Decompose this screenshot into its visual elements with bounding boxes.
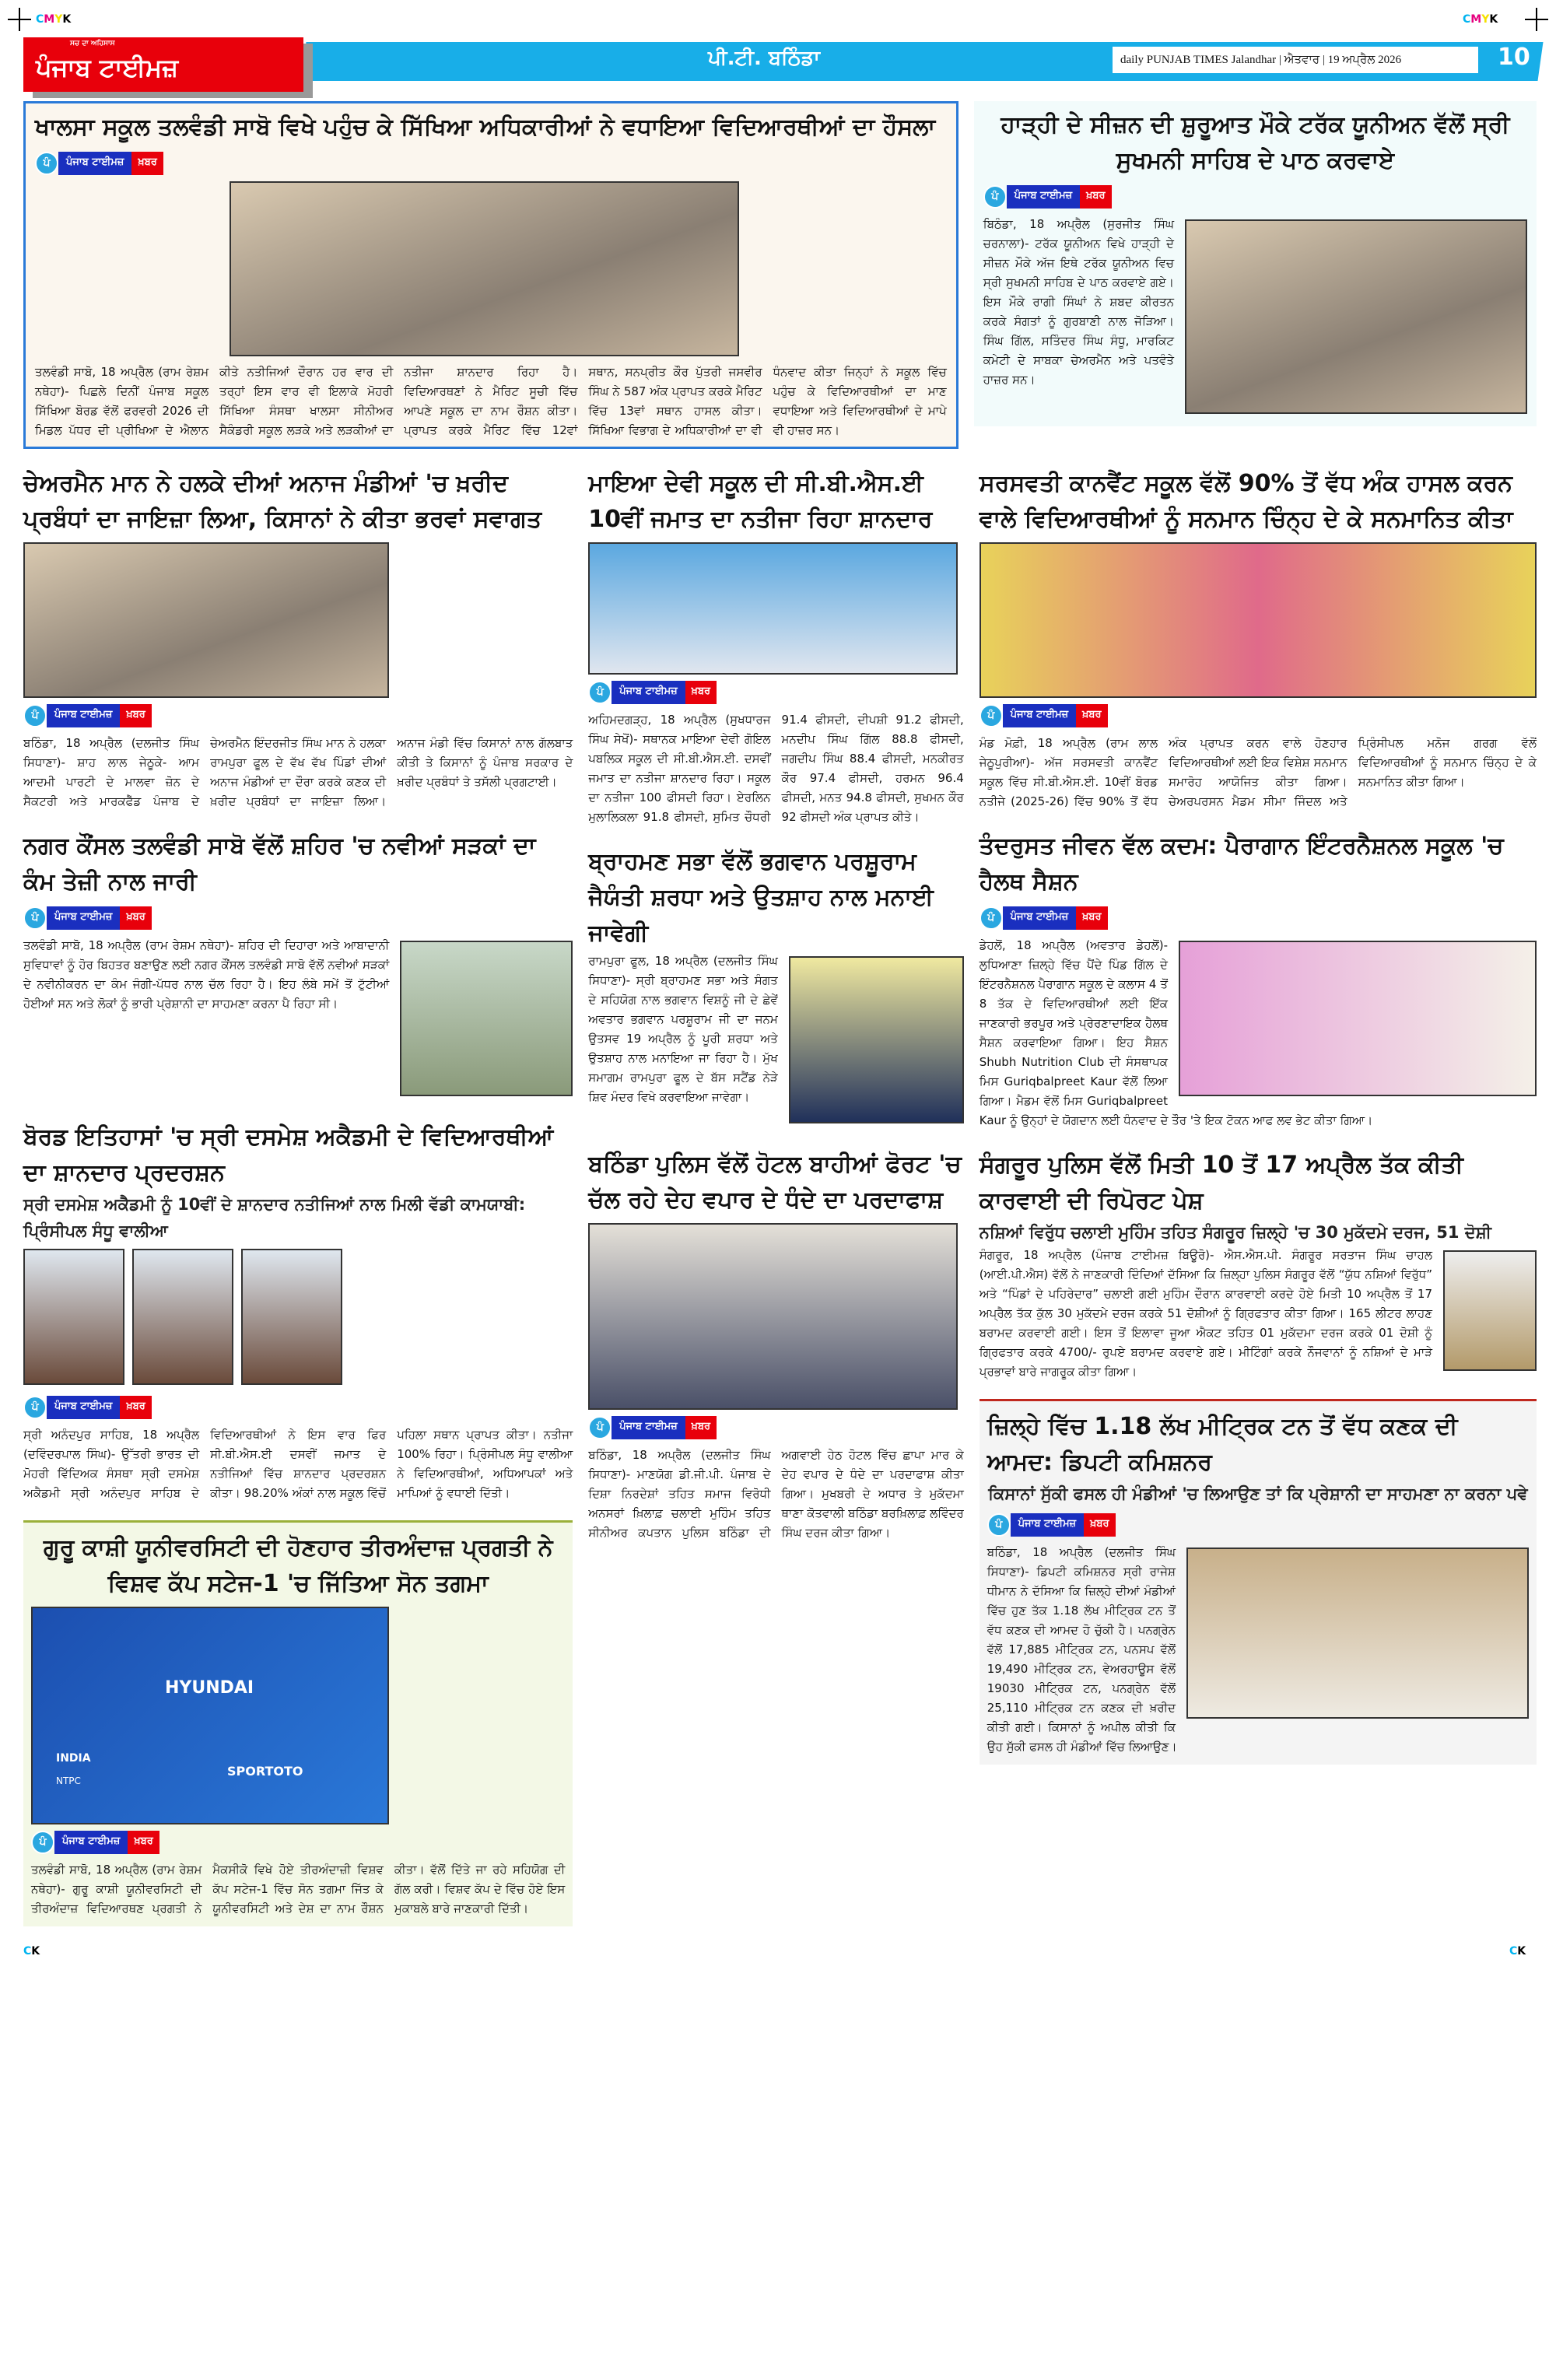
cmyk-mark: CMYK xyxy=(36,13,72,26)
article-health-session xyxy=(980,829,1537,1130)
photo-sponsor-text: HYUNDAI xyxy=(165,1678,254,1698)
article-dashmesh-academy xyxy=(23,1120,573,1503)
cmyk-mark: CMYK xyxy=(1463,13,1498,26)
publisher-badge: ਪੰ ਪੰਜਾਬ ਟਾਈਮਜ਼ ਖ਼ਬਰ xyxy=(23,704,152,727)
article-body: ਤਲਵੰਡੀ ਸਾਬੋ, 18 ਅਪ੍ਰੈਲ (ਰਾਮ ਰੇਸ਼ਮ ਨਥੇਹਾ)- ਸ਼ਹਿਰ ਦੀ ਦਿਹਾਰਾ ਅਤੇ ਆਬਾਦਾਨੀ ਸੁਵਿਧਾਵਾਂ ਨੂੰ ਹੋਰ ਬਿਹਤਰ ਬਣਾਉਣ ਲਈ ਨਗਰ ਕੌਂਸਲ ਤਲਵੰਡੀ ਸਾਬੋ ਵੱਲੋਂ ਨਵੀਆਂ ਸੜਕਾਂ ਦੇ ਨਵੀਨੀਕਰਨ ਦਾ ਕੰਮ ਜੰਗੀ-ਪੱਧਰ ਨਾਲ ਚੱਲ ਰਿਹਾ ਹੈ। ਇਹ ਲੰਬੇ ਸਮੇਂ ਤੋਂ ਟੁੱਟੀਆਂ ਹੋਈਆਂ ਸਨ ਅਤੇ ਲੋਕਾਂ ਨੂੰ ਭਾਰੀ ਪ੍ਰੇਸ਼ਾਨੀ ਦਾ ਸਾਹਮਣਾ ਕਰਨਾ ਪੈ ਰਿਹਾ ਸੀ। xyxy=(23,938,390,1011)
publisher-badge: ਪੰ ਪੰਜਾਬ ਟਾਈਮਜ਼ ਖ਼ਬਰ xyxy=(23,1396,152,1419)
article-mandi-review xyxy=(23,466,573,811)
photo-officials-with-students xyxy=(230,181,739,356)
cmyk-mark: CK xyxy=(1509,1945,1526,1958)
photo-road-work xyxy=(400,941,573,1096)
logo-icon: ਪੰ xyxy=(980,704,1003,727)
photo-jersey-text: NTPC xyxy=(56,1775,81,1786)
publisher-badge: ਪੰ ਪੰਜਾਬ ਟਾਈਮਜ਼ ਖ਼ਬਰ xyxy=(980,906,1108,930)
student-photo xyxy=(23,1249,124,1385)
photo-ssp xyxy=(1443,1250,1537,1371)
article-body: ਮੰਡ ਮੋਫ਼ੀ, 18 ਅਪ੍ਰੈਲ (ਰਾਮ ਲਾਲ ਜੇਠੂਪੁਰੀਆ)- ਅੱਜ ਸਰਸਵਤੀ ਕਾਨਵੈਂਟ ਸਕੂਲ ਵਿੱਚ ਸੀ.ਬੀ.ਐਸ.ਈ. 10ਵੀਂ ਬੋਰਡ ਨਤੀਜੇ (2025-26) ਵਿੱਚ 90% ਤੋਂ ਵੱਧ ਅੰਕ ਪ੍ਰਾਪਤ ਕਰਨ ਵਾਲੇ ਹੋਣਹਾਰ ਵਿਦਿਆਰਥੀਆਂ ਲਈ ਇਕ ਵਿਸ਼ੇਸ਼ ਸਨਮਾਨ ਸਮਾਰੋਹ ਆਯੋਜਿਤ ਕੀਤਾ ਗਿਆ। ਚੇਅਰਪਰਸਨ ਮੈਡਮ ਸੀਮਾ ਜਿੰਦਲ ਅਤੇ ਪ੍ਰਿੰਸੀਪਲ ਮਨੋਜ ਗਰਗ ਵੱਲੋਂ ਵਿਦਿਆਰਥੀਆਂ ਨੂੰ ਸਨਮਾਨ ਚਿੰਨ੍ਹ ਦੇ ਕੇ ਸਨਮਾਨਿਤ ਕੀਤਾ ਗਿਆ। xyxy=(979,736,1537,808)
logo-tagline: ਸਚ ਦਾ ਅਹਿਸਾਸ xyxy=(70,40,115,47)
logo-icon: ਪੰ xyxy=(980,906,1003,930)
article-sangrur-police xyxy=(980,1148,1537,1382)
logo-icon: ਪੰ xyxy=(23,1396,47,1419)
logo-icon: ਪੰ xyxy=(23,906,47,930)
photo-path-ceremony xyxy=(1185,219,1527,414)
article-guru-kashi-archer xyxy=(23,1520,573,1926)
edition-title: ਪੀ.ਟੀ. ਬਠਿੰਡਾ xyxy=(708,47,820,70)
publisher-badge: ਪੰ ਪੰਜਾਬ ਟਾਈਮਜ਼ ਖ਼ਬਰ xyxy=(983,185,1112,209)
photo-grain-market xyxy=(1186,1548,1529,1719)
logo-icon: ਪੰ xyxy=(23,704,47,727)
article-body: ਤਲਵੰਡੀ ਸਾਬੋ, 18 ਅਪ੍ਰੈਲ (ਰਾਮ ਰੇਸ਼ਮ ਨਥੇਹਾ)- ਗੁਰੂ ਕਾਸ਼ੀ ਯੂਨੀਵਰਸਿਟੀ ਦੀ ਤੀਰਅੰਦਾਜ਼ ਵਿਦਿਆਰਥਣ ਪ੍ਰਗਤੀ ਨੇ ਮੈਕਸੀਕੋ ਵਿਖੇ ਹੋਏ ਤੀਰਅੰਦਾਜ਼ੀ ਵਿਸ਼ਵ ਕੱਪ ਸਟੇਜ-1 ਵਿੱਚ ਸੋਨ ਤਗਮਾ ਜਿੱਤ ਕੇ ਯੂਨੀਵਰਸਿਟੀ ਅਤੇ ਦੇਸ਼ ਦਾ ਨਾਮ ਰੌਸ਼ਨ ਕੀਤਾ। ਵੱਲੋਂ ਦਿੱਤੇ ਜਾ ਰਹੇ ਸਹਿਯੋਗ ਦੀ ਗੱਲ ਕਰੀ। ਵਿਸ਼ਵ ਕੱਪ ਦੇ ਵਿੱਚ ਹੋਏ ਇਸ ਮੁਕਾਬਲੇ ਬਾਰੇ ਜਾਣਕਾਰੀ ਦਿੱਤੀ। xyxy=(31,1863,566,1916)
student-photo xyxy=(132,1249,233,1385)
headline: ਚੇਅਰਮੈਨ ਮਾਨ ਨੇ ਹਲਕੇ ਦੀਆਂ ਅਨਾਜ ਮੰਡੀਆਂ 'ਚ ਖ਼ਰੀਦ ਪ੍ਰਬੰਧਾਂ ਦਾ ਜਾਇਜ਼ਾ ਲਿਆ, ਕਿਸਾਨਾਂ ਨੇ ਕੀਤਾ ਭਰਵਾਂ ਸਵਾਗਤ xyxy=(23,470,542,533)
article-truck-union xyxy=(974,101,1537,426)
article-body: ਬਠਿੰਡਾ, 18 ਅਪ੍ਰੈਲ (ਦਲਜੀਤ ਸਿੰਘ ਸਿਧਾਣਾ)- ਮਾਣਯੋਗ ਡੀ.ਜੀ.ਪੀ. ਪੰਜਾਬ ਦੇ ਦਿਸ਼ਾ ਨਿਰਦੇਸ਼ਾਂ ਤਹਿਤ ਸਮਾਜ ਵਿਰੋਧੀ ਅਨਸਰਾਂ ਖ਼ਿਲਾਫ਼ ਚਲਾਈ ਮੁਹਿੰਮ ਤਹਿਤ ਸੀਨੀਅਰ ਕਪਤਾਨ ਪੁਲਿਸ ਬਠਿੰਡਾ ਦੀ ਅਗਵਾਈ ਹੇਠ ਹੋਟਲ ਵਿੱਚ ਛਾਪਾ ਮਾਰ ਕੇ ਦੇਹ ਵਪਾਰ ਦੇ ਧੰਦੇ ਦਾ ਪਰਦਾਫਾਸ਼ ਕੀਤਾ ਗਿਆ। ਮੁਖਬਰੀ ਦੇ ਅਧਾਰ ਤੇ ਮੁਕੱਦਮਾ ਥਾਣਾ ਕੋਤਵਾਲੀ ਬਠਿੰਡਾ ਬਰਖ਼ਿਲਾਫ਼ ਲਵਿੰਦਰ ਸਿੰਘ ਦਰਜ ਕੀਤਾ ਗਿਆ। xyxy=(588,1448,964,1540)
headline: ਬਠਿੰਡਾ ਪੁਲਿਸ ਵੱਲੋਂ ਹੋਟਲ ਬਾਹੀਆਂ ਫੋਰਟ 'ਚ ਚੱਲ ਰਹੇ ਦੇਹ ਵਪਾਰ ਦੇ ਧੰਦੇ ਦਾ ਪਰਦਾਫਾਸ਼ xyxy=(588,1151,962,1214)
headline: ਬੋਰਡ ਇਤਿਹਾਸਾਂ 'ਚ ਸ੍ਰੀ ਦਸਮੇਸ਼ ਅਕੈਡਮੀ ਦੇ ਵਿਦਿਆਰਥੀਆਂ ਦਾ ਸ਼ਾਨਦਾਰ ਪ੍ਰਦਰਸ਼ਨ xyxy=(23,1123,554,1186)
headline: ਮਾਇਆ ਦੇਵੀ ਸਕੂਲ ਦੀ ਸੀ.ਬੀ.ਐਸ.ਈ 10ਵੀਂ ਜਮਾਤ ਦਾ ਨਤੀਜਾ ਰਿਹਾ ਸ਼ਾਨਦਾਰ xyxy=(588,470,933,533)
article-cbse-result xyxy=(588,466,963,827)
logo-text: ਪੰਜਾਬ ਟਾਈਮਜ਼ xyxy=(36,53,179,82)
photo-arrested-accused xyxy=(588,1223,958,1410)
dateline: daily PUNJAB TIMES Jalandhar | ਐਤਵਾਰ | 19 ਅਪ੍ਰੈਲ 2026 xyxy=(1113,47,1478,73)
headline: ਹਾੜ੍ਹੀ ਦੇ ਸੀਜ਼ਨ ਦੀ ਸ਼ੁਰੂਆਤ ਮੌਕੇ ਟਰੱਕ ਯੂਨੀਅਨ ਵੱਲੋਂ ਸ੍ਰੀ ਸੁਖਮਨੀ ਸਾਹਿਬ ਦੇ ਪਾਠ ਕਰਵਾਏ xyxy=(1001,111,1510,174)
article-body: ਤਲਵੰਡੀ ਸਾਬੋ, 18 ਅਪ੍ਰੈਲ (ਰਾਮ ਰੇਸ਼ਮ ਨਥੇਹਾ)- ਪਿਛਲੇ ਦਿਨੀਂ ਪੰਜਾਬ ਸਕੂਲ ਸਿੱਖਿਆ ਬੋਰਡ ਵੱਲੋਂ ਫਰਵਰੀ 2026 ਦੀ ਮਿਡਲ ਪੱਧਰ ਦੀ ਪ੍ਰੀਖਿਆ ਦੇ ਐਲਾਨ ਕੀਤੇ ਨਤੀਜਿਆਂ ਦੌਰਾਨ ਹਰ ਵਾਰ ਦੀ ਤਰ੍ਹਾਂ ਇਸ ਵਾਰ ਵੀ ਇਲਾਕੇ ਮੋਹਰੀ ਸਿੱਖਿਆ ਸੰਸਥਾ ਖਾਲਸਾ ਸੀਨੀਅਰ ਸੈਕੰਡਰੀ ਸਕੂਲ ਲੜਕੇ ਅਤੇ ਲੜਕੀਆਂ ਦਾ ਨਤੀਜਾ ਸ਼ਾਨਦਾਰ ਰਿਹਾ ਹੈ। ਵਿਦਿਆਰਥਣਾਂ ਨੇ ਮੈਰਿਟ ਸੂਚੀ ਵਿੱਚ ਆਪਣੇ ਸਕੂਲ ਦਾ ਨਾਮ ਰੌਸ਼ਨ ਕੀਤਾ। ਪ੍ਰਾਪਤ ਕਰਕੇ ਮੈਰਿਟ ਵਿੱਚ 12ਵਾਂ ਸਥਾਨ, ਸਨਪ੍ਰੀਤ ਕੌਰ ਪੁੱਤਰੀ ਜਸਵੀਰ ਸਿੰਘ ਨੇ 587 ਅੰਕ ਪ੍ਰਾਪਤ ਕਰਕੇ ਮੈਰਿਟ ਵਿੱਚ 13ਵਾਂ ਸਥਾਨ ਹਾਸਲ ਕੀਤਾ। ਸਿੱਖਿਆ ਵਿਭਾਗ ਦੇ ਅਧਿਕਾਰੀਆਂ ਦਾ ਵੀ ਧੰਨਵਾਦ ਕੀਤਾ ਜਿਨ੍ਹਾਂ ਨੇ ਸਕੂਲ ਵਿੱਚ ਪਹੁੰਚ ਕੇ ਵਿਦਿਆਰਥੀਆਂ ਦਾ ਮਾਣ ਵਧਾਇਆ ਅਤੇ ਵਿਦਿਆਰਥੀਆਂ ਦੇ ਮਾਪੇ ਵੀ ਹਾਜ਼ਰ ਸਨ। xyxy=(35,365,947,437)
logo-icon: ਪੰ xyxy=(588,681,612,704)
photo-chairman-welcome xyxy=(23,542,389,698)
article-body: ਬਠਿੰਡਾ, 18 ਅਪ੍ਰੈਲ (ਦਲਜੀਤ ਸਿੰਘ ਸਿਧਾਣਾ)- ਸ਼ਾਹ ਲਾਲ ਜੇਠੂਕੇ- ਆਮ ਆਦਮੀ ਪਾਰਟੀ ਦੇ ਮਾਲਵਾ ਜ਼ੋਨ ਦੇ ਸੈਕਟਰੀ ਅਤੇ ਮਾਰਕਫੈੱਡ ਪੰਜਾਬ ਦੇ ਚੇਅਰਮੈਨ ਇੰਦਰਜੀਤ ਸਿੰਘ ਮਾਨ ਨੇ ਹਲਕਾ ਰਾਮਪੁਰਾ ਫੂਲ ਦੇ ਵੱਖ ਵੱਖ ਪਿੰਡਾਂ ਦੀਆਂ ਅਨਾਜ ਮੰਡੀਆਂ ਦਾ ਦੌਰਾ ਕਰਕੇ ਕਣਕ ਦੀ ਖ਼ਰੀਦ ਪ੍ਰਬੰਧਾਂ ਦਾ ਜਾਇਜ਼ਾ ਲਿਆ। ਅਨਾਜ ਮੰਡੀ ਵਿੱਚ ਕਿਸਾਨਾਂ ਨਾਲ ਗੱਲਬਾਤ ਕੀਤੀ ਤੇ ਕਿਸਾਨਾਂ ਨੂੰ ਪੰਜਾਬ ਸਰਕਾਰ ਦੇ ਖ਼ਰੀਦ ਪ੍ਰਬੰਧਾਂ ਤੇ ਤਸੱਲੀ ਪ੍ਰਗਟਾਈ। xyxy=(23,736,573,808)
photo-sponsor-text: SPORTOTO xyxy=(227,1764,303,1779)
logo-icon: ਪੰ xyxy=(35,152,58,175)
publisher-badge: ਪੰ ਪੰਜਾਬ ਟਾਈਮਜ਼ ਖ਼ਬਰ xyxy=(588,681,717,704)
article-nagar-council xyxy=(23,829,573,1102)
headline: ਸੰਗਰੂਰ ਪੁਲਿਸ ਵੱਲੋਂ ਮਿਤੀ 10 ਤੋਂ 17 ਅਪ੍ਰੈਲ ਤੱਕ ਕੀਤੀ ਕਾਰਵਾਈ ਦੀ ਰਿਪੋਰਟ ਪੇਸ਼ xyxy=(979,1151,1463,1215)
headline: ਸਰਸਵਤੀ ਕਾਨਵੈਂਟ ਸਕੂਲ ਵੱਲੋਂ 90% ਤੋਂ ਵੱਧ ਅੰਕ ਹਾਸਲ ਕਰਨ ਵਾਲੇ ਵਿਦਿਆਰਥੀਆਂ ਨੂੰ ਸਨਮਾਨ ਚਿੰਨ੍ਹ ਦੇ ਕੇ ਸਨਮਾਨਿਤ ਕੀਤਾ xyxy=(979,470,1513,533)
photo-health-session xyxy=(1179,941,1537,1096)
photo-students-group xyxy=(588,542,958,675)
article-body: ਡੇਹਲੋਂ, 18 ਅਪ੍ਰੈਲ (ਅਵਤਾਰ ਡੇਹਲੋਂ)- ਲੁਧਿਆਣਾ ਜ਼ਿਲ੍ਹੇ ਵਿੱਚ ਪੈਂਦੇ ਪਿੰਡ ਗਿੱਲ ਦੇ ਇੰਟਰਨੈਸ਼ਨਲ ਪੈਰਾਗਾਨ ਸਕੂਲ ਦੇ ਕਲਾਸ 4 ਤੋਂ 8 ਤੱਕ ਦੇ ਵਿਦਿਆਰਥੀਆਂ ਲਈ ਇੱਕ ਜਾਣਕਾਰੀ ਭਰਪੂਰ ਅਤੇ ਪ੍ਰੇਰਣਾਦਾਇਕ ਹੈਲਥ ਸੈਸ਼ਨ ਕਰਵਾਇਆ ਗਿਆ। ਇਹ ਸੈਸ਼ਨ Shubh Nutrition Club ਦੀ ਸੰਸਥਾਪਕ ਮਿਸ Guriqbalpreet Kaur ਵੱਲੋਂ ਲਿਆ ਗਿਆ। ਮੈਡਮ ਵੱਲੋਂ ਮਿਸ Guriqbalpreet Kaur ਨੂੰ ਉਨ੍ਹਾਂ ਦੇ ਯੋਗਦਾਨ ਲਈ ਧੰਨਵਾਦ ਦੇ ਤੌਰ 'ਤੇ ਇਕ ਟੋਕਨ ਆਫ ਲਵ ਭੇਟ ਕੀਤਾ ਗਿਆ। xyxy=(979,938,1373,1127)
article-body: ਬਠਿੰਡਾ, 18 ਅਪ੍ਰੈਲ (ਦਲਜੀਤ ਸਿੰਘ ਸਿਧਾਣਾ)- ਡਿਪਟੀ ਕਮਿਸ਼ਨਰ ਸ੍ਰੀ ਰਾਜੇਸ਼ ਧੀਮਾਨ ਨੇ ਦੱਸਿਆ ਕਿ ਜ਼ਿਲ੍ਹੇ ਦੀਆਂ ਮੰਡੀਆਂ ਵਿੱਚ ਹੁਣ ਤੱਕ 1.18 ਲੱਖ ਮੀਟ੍ਰਿਕ ਟਨ ਤੋਂ ਵੱਧ ਕਣਕ ਦੀ ਆਮਦ ਹੋ ਚੁੱਕੀ ਹੈ। ਪਨਗ੍ਰੇਨ ਵੱਲੋਂ 17,885 ਮੀਟ੍ਰਿਕ ਟਨ, ਪਨਸਪ ਵੱਲੋਂ 19,490 ਮੀਟ੍ਰਿਕ ਟਨ, ਵੇਅਰਹਾਊਸ ਵੱਲੋਂ 19030 ਮੀਟ੍ਰਿਕ ਟਨ, ਪਨਗ੍ਰੇਨ ਵੱਲੋਂ 25,110 ਮੀਟ੍ਰਿਕ ਟਨ ਕਣਕ ਦੀ ਖ਼ਰੀਦ ਕੀਤੀ ਗਈ। ਕਿਸਾਨਾਂ ਨੂੰ ਅਪੀਲ ਕੀਤੀ ਕਿ ਉਹ ਸੁੱਕੀ ਫਸਲ ਹੀ ਮੰਡੀਆਂ ਵਿੱਚ ਲਿਆਉਣ। xyxy=(987,1545,1177,1754)
cmyk-mark: CK xyxy=(23,1945,40,1958)
headline: ਖਾਲਸਾ ਸਕੂਲ ਤਲਵੰਡੀ ਸਾਬੋ ਵਿਖੇ ਪਹੁੰਚ ਕੇ ਸਿੱਖਿਆ ਅਧਿਕਾਰੀਆਂ ਨੇ ਵਧਾਇਆ ਵਿਦਿਆਰਥੀਆਂ ਦਾ ਹੌਸਲਾ xyxy=(35,114,936,141)
article-saraswati-school xyxy=(980,466,1537,811)
logo-icon: ਪੰ xyxy=(588,1416,612,1439)
headline: ਨਗਰ ਕੌਂਸਲ ਤਲਵੰਡੀ ਸਾਬੋ ਵੱਲੋਂ ਸ਼ਹਿਰ 'ਚ ਨਵੀਆਂ ਸੜਕਾਂ ਦਾ ਕੰਮ ਤੇਜ਼ੀ ਨਾਲ ਜਾਰੀ xyxy=(23,832,536,896)
footer-marks xyxy=(23,1937,1537,1968)
headline: ਗੁਰੂ ਕਾਸ਼ੀ ਯੂਨੀਵਰਸਿਟੀ ਦੀ ਹੋਣਹਾਰ ਤੀਰਅੰਦਾਜ਼ ਪ੍ਰਗਤੀ ਨੇ ਵਿਸ਼ਵ ਕੱਪ ਸਟੇਜ-1 'ਚ ਜਿੱਤਿਆ ਸੋਨ ਤਗਮਾ xyxy=(43,1534,553,1597)
publisher-badge: ਪੰ ਪੰਜਾਬ ਟਾਈਮਜ਼ ਖ਼ਬਰ xyxy=(35,152,163,175)
headline: ਤੰਦਰੁਸਤ ਜੀਵਨ ਵੱਲ ਕਦਮ: ਪੈਰਾਗਾਨ ਇੰਟਰਨੈਸ਼ਨਲ ਸਕੂਲ 'ਚ ਹੈਲਥ ਸੈਸ਼ਨ xyxy=(979,832,1504,896)
subheadline: ਸ੍ਰੀ ਦਸਮੇਸ਼ ਅਕੈਡਮੀ ਨੂੰ 10ਵੀਂ ਦੇ ਸ਼ਾਨਦਾਰ ਨਤੀਜਿਆਂ ਨਾਲ ਮਿਲੀ ਵੱਡੀ ਕਾਮਯਾਬੀ: ਪ੍ਰਿੰਸੀਪਲ ਸੰਧੂ ਵਾਲੀਆ xyxy=(23,1195,526,1240)
publisher-badge: ਪੰ ਪੰਜਾਬ ਟਾਈਮਜ਼ ਖ਼ਬਰ xyxy=(987,1513,1116,1537)
article-khalsa-school xyxy=(23,101,958,449)
logo-icon: ਪੰ xyxy=(31,1831,54,1854)
headline: ਬ੍ਰਾਹਮਣ ਸਭਾ ਵੱਲੋਂ ਭਗਵਾਨ ਪਰਸ਼ੂਰਾਮ ਜੈਯੰਤੀ ਸ਼ਰਧਾ ਅਤੇ ਉਤਸ਼ਾਹ ਨਾਲ ਮਨਾਈ ਜਾਵੇਗੀ xyxy=(588,848,934,947)
article-parshuram-jayanti xyxy=(588,844,963,1130)
subheadline: ਨਸ਼ਿਆਂ ਵਿਰੁੱਧ ਚਲਾਈ ਮੁਹਿੰਮ ਤਹਿਤ ਸੰਗਰੂਰ ਜ਼ਿਲ੍ਹੇ 'ਚ 30 ਮੁਕੱਦਮੇ ਦਰਜ, 51 ਦੋਸ਼ੀ xyxy=(979,1223,1492,1242)
publisher-badge: ਪੰ ਪੰਜਾਬ ਟਾਈਮਜ਼ ਖ਼ਬਰ xyxy=(23,906,152,930)
photo-jersey-text: INDIA xyxy=(56,1752,91,1765)
publisher-badge: ਪੰ ਪੰਜਾਬ ਟਾਈਮਜ਼ ਖ਼ਬਰ xyxy=(31,1831,159,1854)
publisher-badge: ਪੰ ਪੰਜਾਬ ਟਾਈਮਜ਼ ਖ਼ਬਰ xyxy=(588,1416,717,1439)
page-number: 10 xyxy=(1498,44,1530,71)
article-body: ਸੰਗਰੂਰ, 18 ਅਪ੍ਰੈਲ (ਪੰਜਾਬ ਟਾਈਮਜ਼ ਬਿਊਰੋ)- ਐਸ.ਐਸ.ਪੀ. ਸੰਗਰੂਰ ਸਰਤਾਜ ਸਿੰਘ ਚਾਹਲ (ਆਈ.ਪੀ.ਐਸ) ਵੱਲੋਂ ਨੇ ਜਾਣਕਾਰੀ ਦਿੰਦਿਆਂ ਦੱਸਿਆ ਕਿ ਜ਼ਿਲ੍ਹਾ ਪੁਲਿਸ ਸੰਗਰੂਰ ਵੱਲੋਂ “ਯੁੱਧ ਨਸ਼ਿਆਂ ਵਿਰੁੱਧ” ਅਤੇ “ਪਿੰਡਾਂ ਦੇ ਪਹਿਰੇਦਾਰ” ਚਲਾਈ ਗਈ ਮੁਹਿੰਮ ਦੌਰਾਨ ਕਾਰਵਾਈ ਕਰਦੇ ਹੋਏ ਮਿਤੀ 10 ਅਪ੍ਰੈਲ ਤੋਂ 17 ਅਪ੍ਰੈਲ ਤੱਕ ਕੁੱਲ 30 ਮੁਕੱਦਮੇ ਦਰਜ ਕਰਕੇ 51 ਦੋਸ਼ੀਆਂ ਨੂੰ ਗ੍ਰਿਫਤਾਰ ਕੀਤਾ ਗਿਆ। 165 ਲੀਟਰ ਲਾਹਣ ਬਰਾਮਦ ਕਰਵਾਈ ਗਈ। ਇਸ ਤੋਂ ਇਲਾਵਾ ਜੂਆ ਐਕਟ ਤਹਿਤ 01 ਮੁਕੱਦਮਾ ਦਰਜ ਕਰਕੇ 01 ਦੋਸ਼ੀ ਨੂੰ ਗ੍ਰਿਫਤਾਰ ਕਰਕੇ 4700/- ਰੁਪਏ ਬਰਾਮਦ ਕਰਵਾਏ ਗਏ। ਮੀਟਿੰਗਾਂ ਕਰਕੇ ਨੌਜਵਾਨਾਂ ਨੂੰ ਨਸ਼ਿਆਂ ਦੇ ਮਾੜੇ ਪ੍ਰਭਾਵਾਂ ਬਾਰੇ ਜਾਗਰੂਕ ਕੀਤਾ ਗਿਆ। xyxy=(979,1248,1432,1379)
logo-icon: ਪੰ xyxy=(987,1513,1011,1537)
article-body: ਰਾਮਪੁਰਾ ਫੂਲ, 18 ਅਪ੍ਰੈਲ (ਦਲਜੀਤ ਸਿੰਘ ਸਿਧਾਣਾ)- ਸ੍ਰੀ ਬ੍ਰਾਹਮਣ ਸਭਾ ਅਤੇ ਸੰਗਤ ਦੇ ਸਹਿਯੋਗ ਨਾਲ ਭਗਵਾਨ ਵਿਸ਼ਨੂੰ ਜੀ ਦੇ ਛੇਵੇਂ ਅਵਤਾਰ ਭਗਵਾਨ ਪਰਸ਼ੂਰਾਮ ਜੀ ਦਾ ਜਨਮ ਉਤਸਵ 19 ਅਪ੍ਰੈਲ ਨੂੰ ਪੂਰੀ ਸ਼ਰਧਾ ਅਤੇ ਉਤਸ਼ਾਹ ਨਾਲ ਮਨਾਇਆ ਜਾ ਰਿਹਾ ਹੈ। ਮੁੱਖ ਸਮਾਗਮ ਰਾਮਪੁਰਾ ਫੂਲ ਦੇ ਬੱਸ ਸਟੈਂਡ ਨੇੜੇ ਸ਼ਿਵ ਮੰਦਰ ਵਿਖੇ ਕਰਵਾਇਆ ਜਾਵੇਗਾ। xyxy=(588,954,778,1104)
photo-award-ceremony xyxy=(980,542,1537,698)
article-body: ਸ੍ਰੀ ਅਨੰਦਪੁਰ ਸਾਹਿਬ, 18 ਅਪ੍ਰੈਲ (ਦਵਿੰਦਰਪਾਲ ਸਿੰਘ)- ਉੱਤਰੀ ਭਾਰਤ ਦੀ ਮੋਹਰੀ ਵਿੱਦਿਅਕ ਸੰਸਥਾ ਸ੍ਰੀ ਦਸਮੇਸ਼ ਅਕੈਡਮੀ ਸ੍ਰੀ ਅਨੰਦਪੁਰ ਸਾਹਿਬ ਦੇ ਵਿਦਿਆਰਥੀਆਂ ਨੇ ਇਸ ਵਾਰ ਫਿਰ ਸੀ.ਬੀ.ਐਸ.ਈ ਦਸਵੀਂ ਜਮਾਤ ਦੇ ਨਤੀਜਿਆਂ ਵਿੱਚ ਸ਼ਾਨਦਾਰ ਪ੍ਰਦਰਸ਼ਨ ਕੀਤਾ। 98.20% ਅੰਕਾਂ ਨਾਲ ਸਕੂਲ ਵਿੱਚੋਂ ਪਹਿਲਾ ਸਥਾਨ ਪ੍ਰਾਪਤ ਕੀਤਾ। ਨਤੀਜਾ 100% ਰਿਹਾ। ਪ੍ਰਿੰਸੀਪਲ ਸੰਧੂ ਵਾਲੀਆ ਨੇ ਵਿਦਿਆਰਥੀਆਂ, ਅਧਿਆਪਕਾਂ ਅਤੇ ਮਾਪਿਆਂ ਨੂੰ ਵਧਾਈ ਦਿੱਤੀ। xyxy=(23,1428,573,1500)
headline: ਜ਼ਿਲ੍ਹੇ ਵਿੱਚ 1.18 ਲੱਖ ਮੀਟ੍ਰਿਕ ਟਨ ਤੋਂ ਵੱਧ ਕਣਕ ਦੀ ਆਮਦ: ਡਿਪਟੀ ਕਮਿਸ਼ਨਰ xyxy=(987,1413,1458,1476)
article-wheat-arrival xyxy=(980,1399,1537,1765)
student-photo xyxy=(241,1249,342,1385)
photo-archer xyxy=(31,1607,389,1824)
photo-sabha-president xyxy=(789,956,964,1123)
article-body: ਅਹਿਮਦਗੜ੍ਹ, 18 ਅਪ੍ਰੈਲ (ਸੁਖਧਾਰਜ ਸਿੰਘ ਸੇਖੋਂ)- ਸਥਾਨਕ ਮਾਇਆ ਦੇਵੀ ਗੋਇਲ ਪਬਲਿਕ ਸਕੂਲ ਦੀ ਸੀ.ਬੀ.ਐਸ.ਈ. ਦਸਵੀਂ ਜਮਾਤ ਦਾ ਨਤੀਜਾ ਸ਼ਾਨਦਾਰ ਰਿਹਾ। ਸਕੂਲ ਦਾ ਨਤੀਜਾ 100 ਫੀਸਦੀ ਰਿਹਾ। ਏਰਲਿਨ ਮੁਲਾਲਿਕਲਾ 91.8 ਫੀਸਦੀ, ਸੁਮਿਤ ਚੌਧਰੀ 91.4 ਫੀਸਦੀ, ਦੀਪਸ਼ੀ 91.2 ਫੀਸਦੀ, ਮਨਦੀਪ ਸਿੰਘ ਗਿੱਲ 88.8 ਫੀਸਦੀ, ਜਗਦੀਪ ਸਿੰਘ 88.4 ਫੀਸਦੀ, ਮਨਕੀਰਤ ਕੌਰ 97.4 ਫੀਸਦੀ, ਹਰਮਨ 96.4 ਫੀਸਦੀ, ਮਨਤ 94.8 ਫੀਸਦੀ, ਸੁਖਮਨ ਕੌਰ 92 ਫੀਸਦੀ ਅੰਕ ਪ੍ਰਾਪਤ ਕੀਤੇ। xyxy=(588,713,964,824)
logo-icon: ਪੰ xyxy=(983,185,1007,209)
article-bathinda-police xyxy=(588,1147,963,1543)
publisher-badge: ਪੰ ਪੰਜਾਬ ਟਾਈਮਜ਼ ਖ਼ਬਰ xyxy=(980,704,1108,727)
subheadline: ਕਿਸਾਨਾਂ ਸੁੱਕੀ ਫਸਲ ਹੀ ਮੰਡੀਆਂ 'ਚ ਲਿਆਉਣ ਤਾਂ ਕਿ ਪ੍ਰੇਸ਼ਾਨੀ ਦਾ ਸਾਹਮਣਾ ਨਾ ਕਰਨਾ ਪਵੇ xyxy=(988,1484,1528,1503)
article-body: ਬਿਠੰਡਾ, 18 ਅਪ੍ਰੈਲ (ਸੁਰਜੀਤ ਸਿੰਘ ਚਰਨਾਲਾ)- ਟਰੱਕ ਯੂਨੀਅਨ ਵਿਖੇ ਹਾੜ੍ਹੀ ਦੇ ਸੀਜ਼ਨ ਮੌਕੇ ਅੱਜ ਇਥੇ ਟਰੱਕ ਯੂਨੀਅਨ ਵਿਚ ਸ੍ਰੀ ਸੁਖਮਨੀ ਸਾਹਿਬ ਦੇ ਪਾਠ ਕਰਵਾਏ ਗਏ। ਇਸ ਮੌਕੇ ਰਾਗੀ ਸਿੰਘਾਂ ਨੇ ਸ਼ਬਦ ਕੀਰਤਨ ਕਰਕੇ ਸੰਗਤਾਂ ਨੂੰ ਗੁਰਬਾਣੀ ਨਾਲ ਜੋੜਿਆ। ਸਿੰਘ ਗਿੱਲ, ਸਤਿੰਦਰ ਸਿੰਘ ਸੰਧੂ, ਮਾਰਕਿਟ ਕਮੇਟੀ ਦੇ ਸਾਬਕਾ ਚੇਅਰਮੈਨ ਅਤੇ ਪਤਵੰਤੇ ਹਾਜ਼ਰ ਸਨ। xyxy=(983,217,1174,387)
